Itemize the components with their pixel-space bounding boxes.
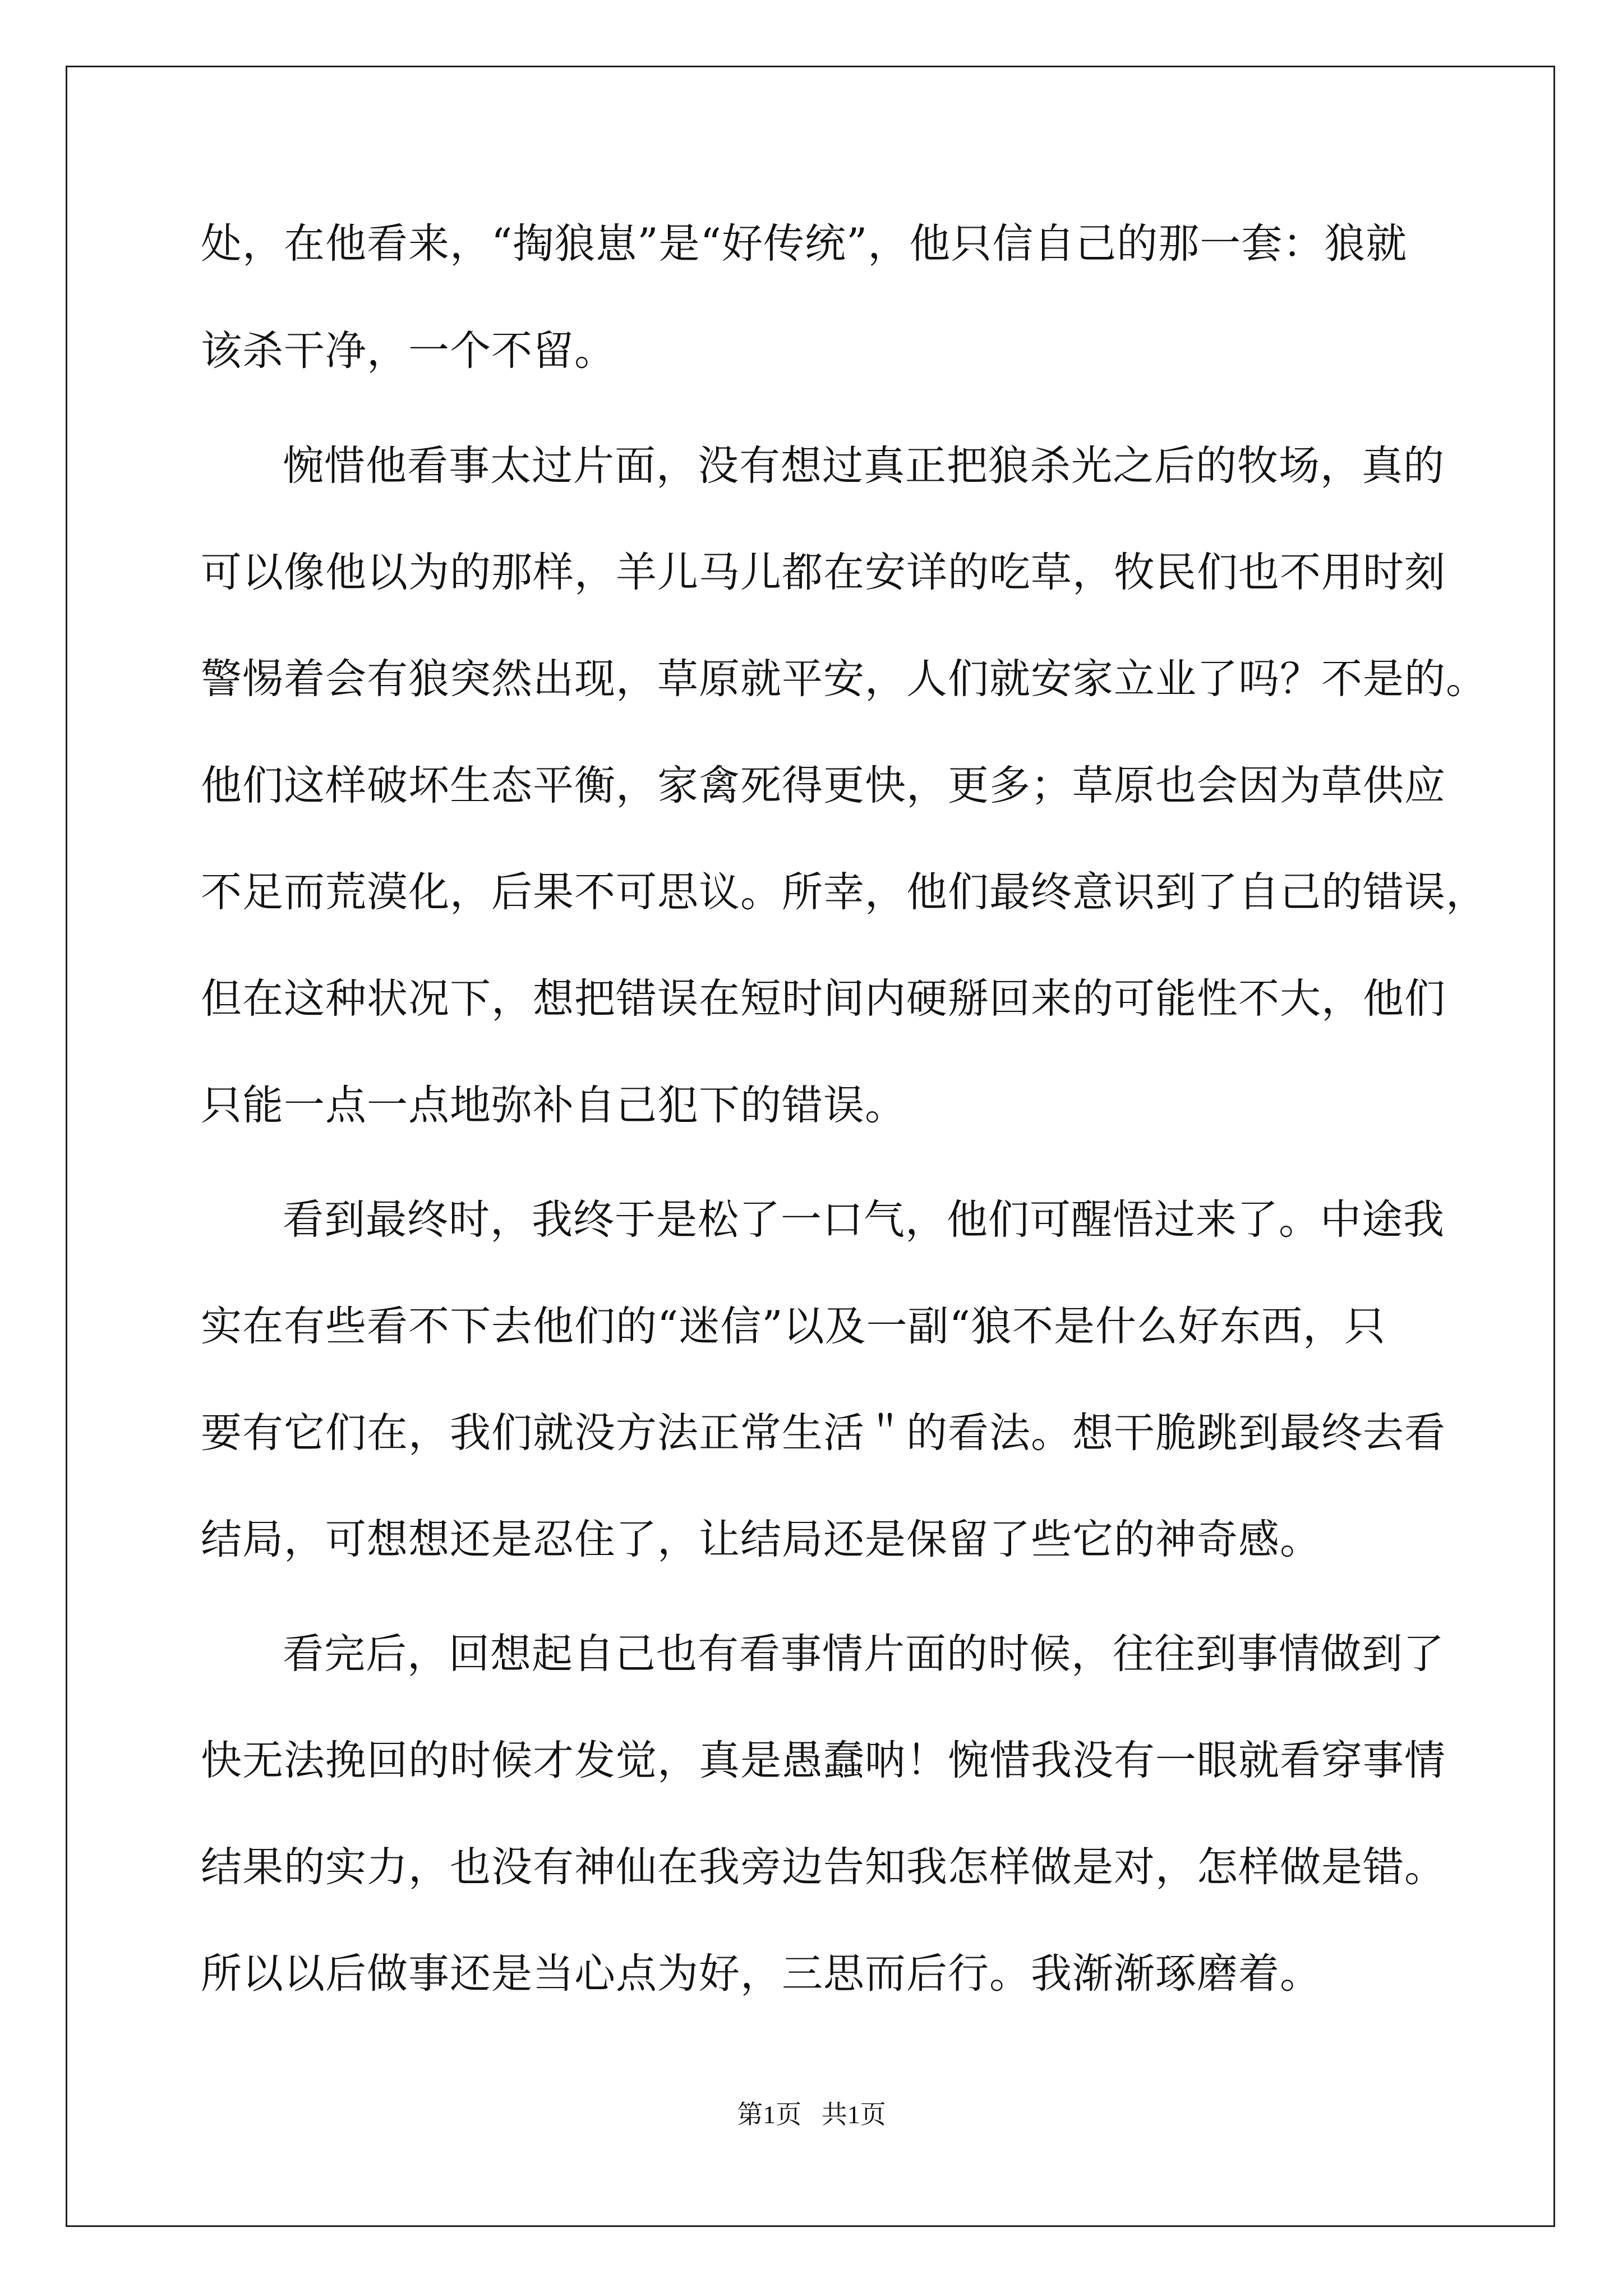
text-line: 看完后，回想起自己也有看事情片面的时候，往往到事情做到了 [283, 1630, 1445, 1678]
text-line: 警惕着会有狼突然出现，草原就平安，人们就安家立业了吗？不是的。 [201, 655, 1487, 703]
page-number: 第1页 [737, 2100, 802, 2129]
page-footer [0, 2098, 1623, 2132]
text-line: 他们这样破坏生态平衡，家禽死得更快，更多；草原也会因为草供应 [201, 762, 1446, 809]
text-line: 不足而荒漠化，后果不可思议。所幸，他们最终意识到了自己的错误， [201, 868, 1487, 916]
text-line: 惋惜他看事太过片面，没有想过真正把狼杀光之后的牧场，真的 [283, 442, 1445, 490]
text-line: 要有它们在，我们就没方法正常生活＂的看法。想干脆跳到最终去看 [201, 1409, 1446, 1457]
text-line: 处，在他看来，“掏狼崽”是“好传统”，他只信自己的那一套：狼就 [201, 220, 1408, 268]
page-border [66, 66, 1555, 2227]
text-line: 实在有些看不下去他们的“迷信”以及一副“狼不是什么好东西，只 [201, 1303, 1386, 1350]
page-total: 共1页 [821, 2100, 886, 2129]
text-line: 只能一点一点地弥补自己犯下的错误。 [201, 1082, 906, 1129]
text-line: 可以像他以为的那样，羊儿马儿都在安详的吃草，牧民们也不用时刻 [201, 549, 1446, 596]
text-line: 快无法挽回的时候才发觉，真是愚蠢呐！惋惜我没有一眼就看穿事情 [201, 1737, 1446, 1784]
text-line: 看到最终时，我终于是松了一口气，他们可醒悟过来了。中途我 [283, 1196, 1445, 1244]
text-line: 该杀干净，一个不留。 [201, 327, 616, 375]
text-line: 所以以后做事还是当心点为好，三思而后行。我渐渐琢磨着。 [201, 1950, 1321, 1998]
text-line: 但在这种状况下，想把错误在短时间内硬掰回来的可能性不大，他们 [201, 975, 1446, 1023]
text-line: 结局，可想想还是忍住了，让结局还是保留了些它的神奇感。 [201, 1516, 1321, 1563]
text-line: 结果的实力，也没有神仙在我旁边告知我怎样做是对，怎样做是错。 [201, 1843, 1446, 1891]
